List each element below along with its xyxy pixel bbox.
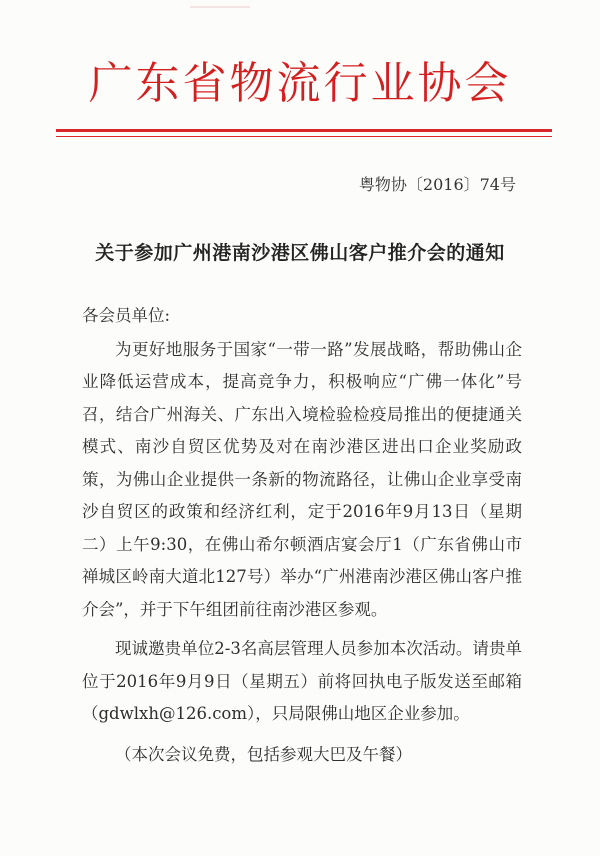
body-paragraph-2: 现诚邀贵单位2-3名高层管理人员参加本次活动。请贵单位于2016年9月9日（星期五）前将回执电子版发送至邮箱（gdwlxh@126.com），只局限佛山地区企业参加。 [82, 639, 522, 723]
salutation: 各会员单位: [82, 306, 171, 325]
meeting-note: （本次会议免费，包括参观大巴及午餐） [115, 744, 412, 764]
document-number: 粤物协〔2016〕74号 [358, 175, 516, 194]
letterhead-rule-thick [56, 129, 552, 132]
document-title: 关于参加广州港南沙港区佛山客户推介会的通知 [95, 242, 505, 264]
letterhead-title: 广东省物流行业协会 [88, 58, 512, 109]
letterhead-rule-thin [56, 136, 552, 137]
scan-artifact [190, 6, 250, 8]
document-body [82, 300, 522, 771]
body-paragraph-1: 为更好地服务于国家“一带一路”发展战略，帮助佛山企业降低运营成本，提高竞争力，积极响应“广佛一体化”号召，结合广州海关、广东出入境检验检疫局推出的便捷通关模式、南沙自贸区优势及对在南沙港区进出口企业奖励政策，为佛山企业提供一条新的物流路径，让佛山企业享受南沙自贸区的政策和经济红利，定于2016年9月13日（星期二）上午9:30，在佛山希尔顿酒店宴会厅1（广东省佛山市禅城区岭南大道北127号）举办“广州港南沙港区佛山客户推介会”，并于下午组团前往南沙港区参观。 [82, 339, 522, 619]
